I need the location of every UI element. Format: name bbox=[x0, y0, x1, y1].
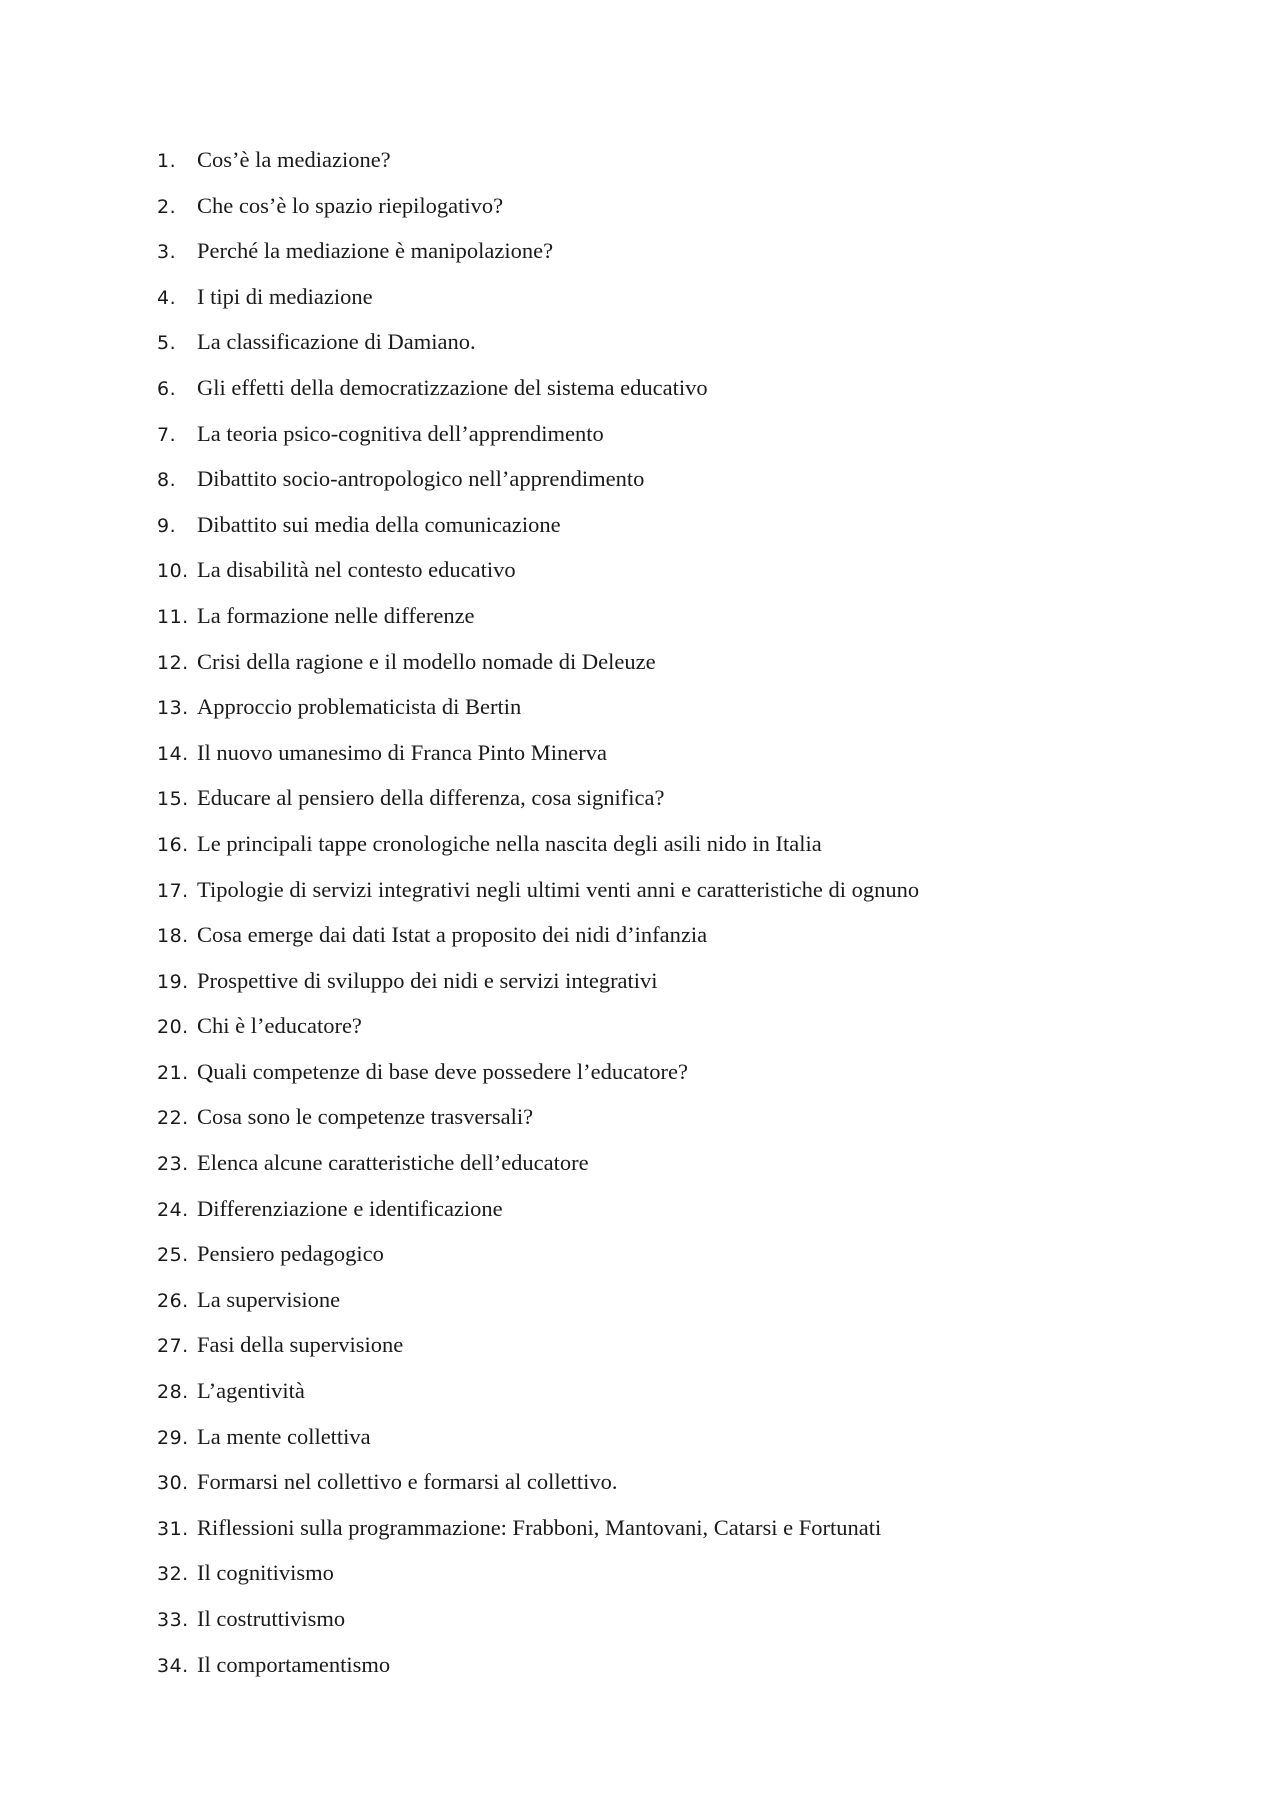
item-text: Crisi della ragione e il modello nomade di Deleuze bbox=[197, 648, 656, 674]
item-number: 34. bbox=[157, 1654, 189, 1677]
list-item bbox=[157, 877, 919, 923]
item-text: Fasi della supervisione bbox=[197, 1332, 404, 1358]
list-item bbox=[157, 238, 919, 284]
item-number: 14. bbox=[157, 742, 189, 765]
item-number: 23. bbox=[157, 1153, 189, 1176]
item-number: 16. bbox=[157, 833, 189, 856]
item-number: 10. bbox=[157, 560, 189, 583]
list-item bbox=[157, 1241, 919, 1287]
list-item bbox=[157, 831, 919, 877]
item-text: Cosa sono le competenze trasversali? bbox=[197, 1104, 534, 1130]
item-number: 15. bbox=[157, 788, 189, 811]
item-number: 24. bbox=[157, 1198, 189, 1221]
item-text: La formazione nelle differenze bbox=[197, 602, 475, 628]
list-item bbox=[157, 694, 919, 740]
item-number: 32. bbox=[157, 1563, 189, 1586]
item-text: La classificazione di Damiano. bbox=[197, 329, 476, 355]
item-number: 3. bbox=[157, 241, 177, 264]
item-number: 5. bbox=[157, 332, 177, 355]
list-item bbox=[157, 512, 919, 558]
item-text: Le principali tappe cronologiche nella nascita degli asili nido in Italia bbox=[197, 830, 822, 856]
item-number: 20. bbox=[157, 1016, 189, 1039]
item-text: Il nuovo umanesimo di Franca Pinto Minerva bbox=[197, 739, 607, 765]
list-item bbox=[157, 1378, 919, 1424]
list-item bbox=[157, 147, 919, 193]
item-text: Tipologie di servizi integrativi negli ultimi venti anni e caratteristiche di ognuno bbox=[197, 876, 920, 902]
item-number: 9. bbox=[157, 514, 177, 537]
item-number: 26. bbox=[157, 1289, 189, 1312]
list-item bbox=[157, 1287, 919, 1333]
item-text: Pensiero pedagogico bbox=[197, 1241, 384, 1267]
item-text: Il cognitivismo bbox=[197, 1560, 334, 1586]
list-item bbox=[157, 1424, 919, 1470]
item-number: 4. bbox=[157, 286, 177, 309]
item-text: Cosa emerge dai dati Istat a proposito dei nidi d’infanzia bbox=[197, 922, 708, 948]
item-number: 7. bbox=[157, 423, 177, 446]
list-item bbox=[157, 1469, 919, 1515]
item-number: 12. bbox=[157, 651, 189, 674]
item-text: Cos’è la mediazione? bbox=[197, 147, 391, 172]
item-text: L’agentività bbox=[197, 1378, 305, 1404]
item-text: Formarsi nel collettivo e formarsi al collettivo. bbox=[197, 1469, 618, 1495]
item-number: 31. bbox=[157, 1517, 189, 1540]
item-text: Gli effetti della democratizzazione del sistema educativo bbox=[197, 374, 708, 400]
item-number: 17. bbox=[157, 879, 189, 902]
item-number: 1. bbox=[157, 150, 177, 172]
item-number: 11. bbox=[157, 605, 189, 628]
item-number: 21. bbox=[157, 1061, 189, 1084]
item-text: La disabilità nel contesto educativo bbox=[197, 557, 516, 583]
item-number: 19. bbox=[157, 970, 189, 993]
item-text: La mente collettiva bbox=[197, 1423, 371, 1449]
list-item bbox=[157, 1515, 919, 1561]
item-text: Che cos’è lo spazio riepilogativo? bbox=[197, 192, 504, 218]
list-item bbox=[157, 1606, 919, 1652]
item-number: 6. bbox=[157, 377, 177, 400]
list-item bbox=[157, 968, 919, 1014]
item-text: La supervisione bbox=[197, 1286, 341, 1312]
list-item bbox=[157, 603, 919, 649]
list-item bbox=[157, 193, 919, 239]
list-item bbox=[157, 329, 919, 375]
item-text: Differenziazione e identificazione bbox=[197, 1195, 503, 1221]
item-text: Quali competenze di base deve possedere l’educatore? bbox=[197, 1058, 689, 1084]
list-item bbox=[157, 557, 919, 603]
list-item bbox=[157, 1059, 919, 1105]
list-item bbox=[157, 1332, 919, 1378]
item-text: Educare al pensiero della differenza, cosa significa? bbox=[197, 785, 665, 811]
item-number: 13. bbox=[157, 697, 189, 720]
item-text: Dibattito socio-antropologico nell’apprendimento bbox=[197, 466, 645, 492]
item-number: 33. bbox=[157, 1609, 189, 1631]
item-number: 25. bbox=[157, 1244, 189, 1267]
item-number: 22. bbox=[157, 1107, 189, 1130]
list-item bbox=[157, 1652, 919, 1698]
list-item bbox=[157, 1013, 919, 1059]
item-number: 8. bbox=[157, 469, 177, 492]
item-number: 29. bbox=[157, 1426, 189, 1449]
list-item bbox=[157, 1560, 919, 1606]
item-text: Approccio problematicista di Bertin bbox=[197, 694, 522, 720]
item-text: La teoria psico-cognitiva dell’apprendimento bbox=[197, 420, 604, 446]
question-list bbox=[157, 147, 919, 1697]
list-item bbox=[157, 785, 919, 831]
item-number: 30. bbox=[157, 1472, 189, 1495]
list-item bbox=[157, 922, 919, 968]
list-item bbox=[157, 284, 919, 330]
list-item bbox=[157, 421, 919, 467]
list-item bbox=[157, 375, 919, 421]
item-text: Chi è l’educatore? bbox=[197, 1013, 362, 1039]
list-item bbox=[157, 649, 919, 695]
item-number: 2. bbox=[157, 195, 177, 218]
list-item bbox=[157, 740, 919, 786]
list-item bbox=[157, 1150, 919, 1196]
item-text: Il costruttivismo bbox=[197, 1606, 346, 1631]
item-text: Elenca alcune caratteristiche dell’educatore bbox=[197, 1150, 589, 1176]
list-item bbox=[157, 1104, 919, 1150]
list-item bbox=[157, 1196, 919, 1242]
item-text: Riflessioni sulla programmazione: Frabboni, Mantovani, Catarsi e Fortunati bbox=[197, 1514, 882, 1540]
item-text: Perché la mediazione è manipolazione? bbox=[197, 238, 554, 264]
item-text: Dibattito sui media della comunicazione bbox=[197, 511, 561, 537]
item-text: Il comportamentismo bbox=[197, 1651, 391, 1677]
list-item bbox=[157, 466, 919, 512]
item-text: I tipi di mediazione bbox=[197, 283, 373, 309]
item-text: Prospettive di sviluppo dei nidi e servizi integrativi bbox=[197, 967, 658, 993]
item-number: 27. bbox=[157, 1335, 189, 1358]
item-number: 18. bbox=[157, 925, 189, 948]
item-number: 28. bbox=[157, 1381, 189, 1404]
